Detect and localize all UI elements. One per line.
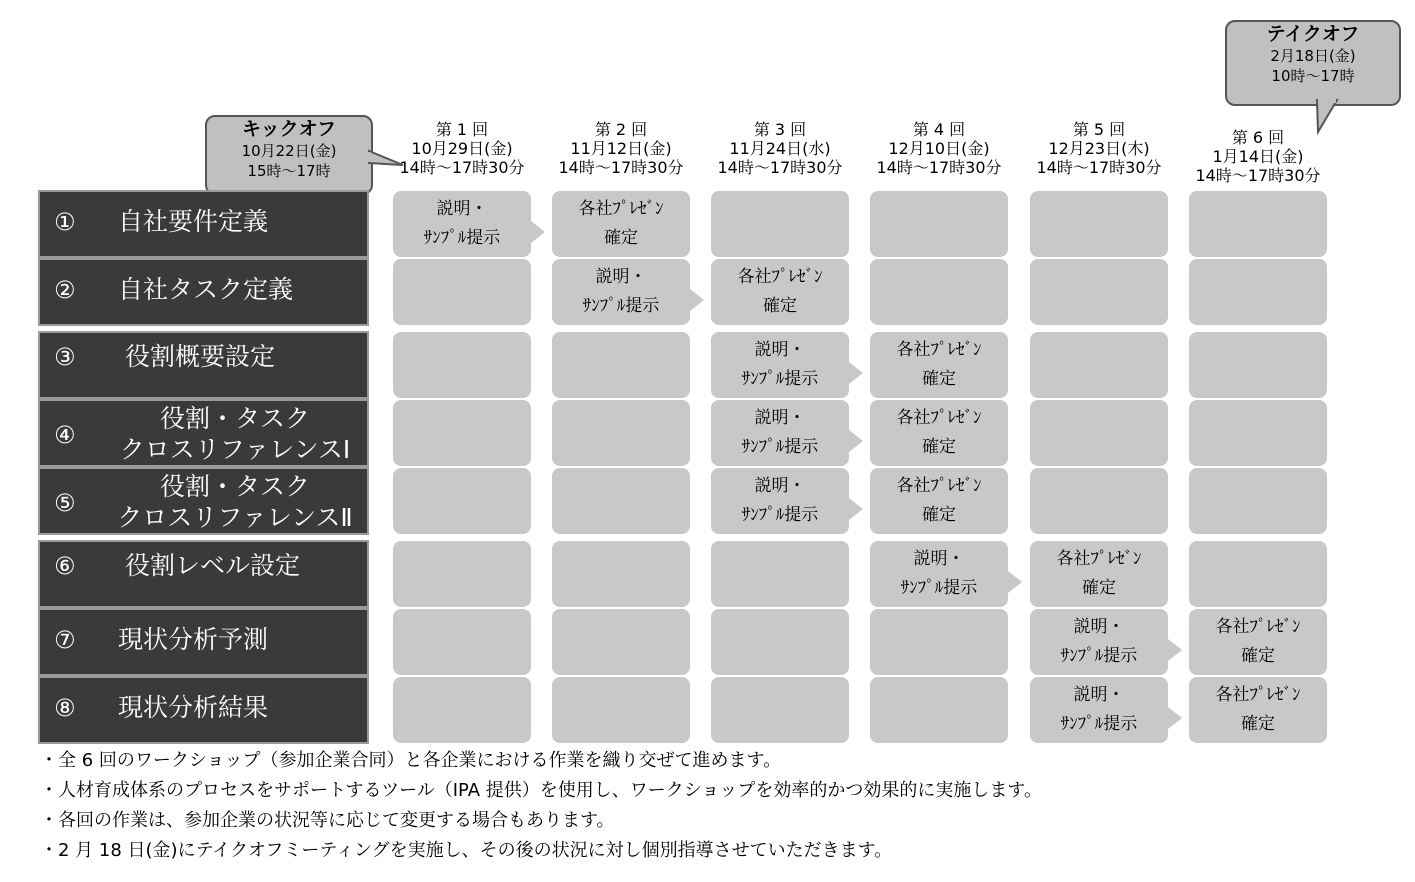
explain-line2: ｻﾝﾌﾟﾙ提示 bbox=[1060, 646, 1138, 666]
kickoff-date: 10月22日(金) bbox=[241, 142, 337, 160]
cell-empty bbox=[1030, 400, 1168, 466]
row-label-text: 役割・タスク クロスリファレンスⅡ bbox=[117, 472, 353, 532]
row-number: ⑧ bbox=[54, 694, 76, 722]
cell-empty bbox=[711, 677, 849, 743]
session-date: 12月10日(金) bbox=[888, 139, 990, 158]
cell-empty bbox=[1030, 259, 1168, 325]
arrow-stem bbox=[527, 226, 535, 238]
cell-empty bbox=[711, 191, 849, 257]
cell-empty bbox=[393, 468, 531, 534]
present-line2: 確定 bbox=[604, 228, 638, 248]
cell-empty bbox=[870, 677, 1008, 743]
present-line2: 確定 bbox=[922, 437, 956, 457]
cell-empty bbox=[393, 259, 531, 325]
session-date: 11月12日(金) bbox=[570, 139, 672, 158]
cell-explain bbox=[552, 259, 690, 325]
row-label-2 bbox=[38, 258, 369, 326]
present-line2: 確定 bbox=[763, 296, 797, 316]
row-label-text: 役割概要設定 bbox=[125, 342, 276, 371]
cell-empty bbox=[1030, 468, 1168, 534]
arrow-stem bbox=[1164, 644, 1172, 656]
row-number: ④ bbox=[54, 421, 76, 449]
session-no: 第 5 回 bbox=[1072, 120, 1126, 139]
cell-explain bbox=[1030, 677, 1168, 743]
cell-empty bbox=[552, 677, 690, 743]
explain-line2: ｻﾝﾌﾟﾙ提示 bbox=[900, 578, 978, 598]
row-number: ⑦ bbox=[54, 626, 76, 654]
present-line1: 各社ﾌﾟﾚｾﾞﾝ bbox=[1215, 685, 1301, 705]
session-date: 1月14日(金) bbox=[1212, 147, 1304, 166]
row-label-text: 自社タスク定義 bbox=[118, 275, 294, 304]
session-header-3 bbox=[700, 120, 860, 177]
cell-empty bbox=[393, 609, 531, 675]
row-label-5 bbox=[38, 467, 369, 535]
present-line2: 確定 bbox=[1241, 714, 1275, 734]
cell-empty bbox=[1189, 259, 1327, 325]
session-header-6 bbox=[1178, 128, 1338, 185]
kickoff-callout bbox=[205, 115, 373, 195]
arrow-stem bbox=[1164, 712, 1172, 724]
cell-explain bbox=[711, 468, 849, 534]
arrow-stem bbox=[845, 367, 853, 379]
cell-empty bbox=[552, 609, 690, 675]
cell-present bbox=[1189, 609, 1327, 675]
row-label-1 bbox=[38, 190, 369, 258]
row-label-text: 現状分析予測 bbox=[118, 625, 269, 654]
present-line1: 各社ﾌﾟﾚｾﾞﾝ bbox=[1215, 617, 1301, 637]
explain-line2: ｻﾝﾌﾟﾙ提示 bbox=[741, 437, 819, 457]
explain-line1: 説明・ bbox=[754, 476, 806, 496]
explain-line2: ｻﾝﾌﾟﾙ提示 bbox=[423, 228, 501, 248]
cell-empty bbox=[1030, 332, 1168, 398]
note-2: ・人材育成体系のプロセスをサポートするツール（IPA 提供）を使用し、ワークショップを効率的かつ効果的に実施します。 bbox=[40, 780, 1042, 801]
session-time: 14時～17時30分 bbox=[876, 158, 1002, 177]
cell-empty bbox=[711, 609, 849, 675]
cell-empty bbox=[1189, 400, 1327, 466]
explain-line2: ｻﾝﾌﾟﾙ提示 bbox=[741, 505, 819, 525]
takeoff-title: テイクオフ bbox=[1266, 23, 1360, 45]
row-label-text: 自社要件定義 bbox=[118, 207, 269, 236]
present-line1: 各社ﾌﾟﾚｾﾞﾝ bbox=[737, 267, 823, 287]
cell-present bbox=[1189, 677, 1327, 743]
explain-line1: 説明・ bbox=[754, 340, 806, 360]
cell-explain bbox=[393, 191, 531, 257]
session-date: 10月29日(金) bbox=[411, 139, 513, 158]
session-date: 12月23日(木) bbox=[1048, 139, 1150, 158]
cell-explain bbox=[1030, 609, 1168, 675]
session-time: 14時～17時30分 bbox=[558, 158, 684, 177]
present-line1: 各社ﾌﾟﾚｾﾞﾝ bbox=[578, 199, 664, 219]
row-label-text: 役割・タスク クロスリファレンスⅠ bbox=[119, 404, 351, 464]
session-time: 14時～17時30分 bbox=[399, 158, 525, 177]
session-no: 第 1 回 bbox=[435, 120, 489, 139]
row-number: ⑤ bbox=[54, 489, 76, 517]
present-line2: 確定 bbox=[1241, 646, 1275, 666]
explain-line1: 説明・ bbox=[913, 549, 965, 569]
row-label-6 bbox=[38, 540, 369, 608]
session-header-4 bbox=[859, 120, 1019, 177]
explain-line1: 説明・ bbox=[595, 267, 647, 287]
takeoff-time: 10時～17時 bbox=[1271, 67, 1355, 85]
row-number: ② bbox=[54, 276, 76, 304]
cell-present bbox=[1030, 541, 1168, 607]
explain-line2: ｻﾝﾌﾟﾙ提示 bbox=[582, 296, 660, 316]
cell-explain bbox=[711, 332, 849, 398]
cell-empty bbox=[393, 541, 531, 607]
cell-present bbox=[552, 191, 690, 257]
cell-empty bbox=[870, 259, 1008, 325]
row-label-3 bbox=[38, 331, 369, 399]
cell-empty bbox=[711, 541, 849, 607]
row-number: ① bbox=[54, 208, 76, 236]
row-number: ③ bbox=[54, 343, 76, 371]
present-line2: 確定 bbox=[922, 369, 956, 389]
row-label-text: 現状分析結果 bbox=[118, 693, 269, 722]
cell-empty bbox=[1189, 468, 1327, 534]
session-date: 11月24日(水) bbox=[729, 139, 831, 158]
cell-empty bbox=[1030, 191, 1168, 257]
cell-empty bbox=[393, 677, 531, 743]
session-no: 第 3 回 bbox=[753, 120, 807, 139]
session-time: 14時～17時30分 bbox=[1036, 158, 1162, 177]
cell-empty bbox=[393, 400, 531, 466]
cell-empty bbox=[1189, 332, 1327, 398]
cell-empty bbox=[870, 191, 1008, 257]
session-no: 第 2 回 bbox=[594, 120, 648, 139]
cell-explain bbox=[870, 541, 1008, 607]
kickoff-title: キックオフ bbox=[241, 118, 337, 140]
explain-line1: 説明・ bbox=[754, 408, 806, 428]
session-time: 14時～17時30分 bbox=[717, 158, 843, 177]
cell-present bbox=[870, 400, 1008, 466]
present-line1: 各社ﾌﾟﾚｾﾞﾝ bbox=[896, 476, 982, 496]
session-time: 14時～17時30分 bbox=[1195, 166, 1321, 185]
explain-line1: 説明・ bbox=[1073, 685, 1125, 705]
cell-empty bbox=[552, 332, 690, 398]
present-line2: 確定 bbox=[922, 505, 956, 525]
note-3: ・各回の作業は、参加企業の状況等に応じて変更する場合もあります。 bbox=[40, 810, 615, 831]
session-no: 第 6 回 bbox=[1231, 128, 1285, 147]
session-no: 第 4 回 bbox=[912, 120, 966, 139]
session-header-1 bbox=[382, 120, 542, 177]
note-4: ・2 月 18 日(金)にテイクオフミーティングを実施し、その後の状況に対し個別指導させていただきます。 bbox=[40, 840, 893, 861]
explain-line1: 説明・ bbox=[1073, 617, 1125, 637]
cell-empty bbox=[552, 468, 690, 534]
session-header-2 bbox=[541, 120, 701, 177]
cell-present bbox=[870, 332, 1008, 398]
takeoff-callout bbox=[1225, 20, 1401, 106]
arrow-stem bbox=[1004, 576, 1012, 588]
row-label-7 bbox=[38, 608, 369, 676]
arrow-stem bbox=[845, 435, 853, 447]
explain-line2: ｻﾝﾌﾟﾙ提示 bbox=[741, 369, 819, 389]
cell-empty bbox=[1189, 541, 1327, 607]
cell-empty bbox=[552, 400, 690, 466]
cell-present bbox=[711, 259, 849, 325]
cell-empty bbox=[870, 609, 1008, 675]
note-1: ・全 6 回のワークショップ（参加企業合同）と各企業における作業を織り交ぜて進めます。 bbox=[40, 750, 782, 771]
takeoff-date: 2月18日(金) bbox=[1270, 47, 1356, 65]
arrow-stem bbox=[686, 294, 694, 306]
present-line1: 各社ﾌﾟﾚｾﾞﾝ bbox=[1056, 549, 1142, 569]
cell-empty bbox=[393, 332, 531, 398]
present-line1: 各社ﾌﾟﾚｾﾞﾝ bbox=[896, 408, 982, 428]
row-label-4 bbox=[38, 399, 369, 467]
cell-explain bbox=[711, 400, 849, 466]
present-line1: 各社ﾌﾟﾚｾﾞﾝ bbox=[896, 340, 982, 360]
notes bbox=[40, 746, 1042, 866]
kickoff-time: 15時～17時 bbox=[247, 162, 331, 180]
arrow-stem bbox=[845, 503, 853, 515]
row-label-8 bbox=[38, 676, 369, 744]
row-number: ⑥ bbox=[54, 552, 76, 580]
explain-line2: ｻﾝﾌﾟﾙ提示 bbox=[1060, 714, 1138, 734]
session-header-5 bbox=[1019, 120, 1179, 177]
cell-present bbox=[870, 468, 1008, 534]
cell-empty bbox=[552, 541, 690, 607]
present-line2: 確定 bbox=[1082, 578, 1116, 598]
cell-empty bbox=[1189, 191, 1327, 257]
row-label-text: 役割レベル設定 bbox=[125, 551, 301, 580]
explain-line1: 説明・ bbox=[436, 199, 488, 219]
